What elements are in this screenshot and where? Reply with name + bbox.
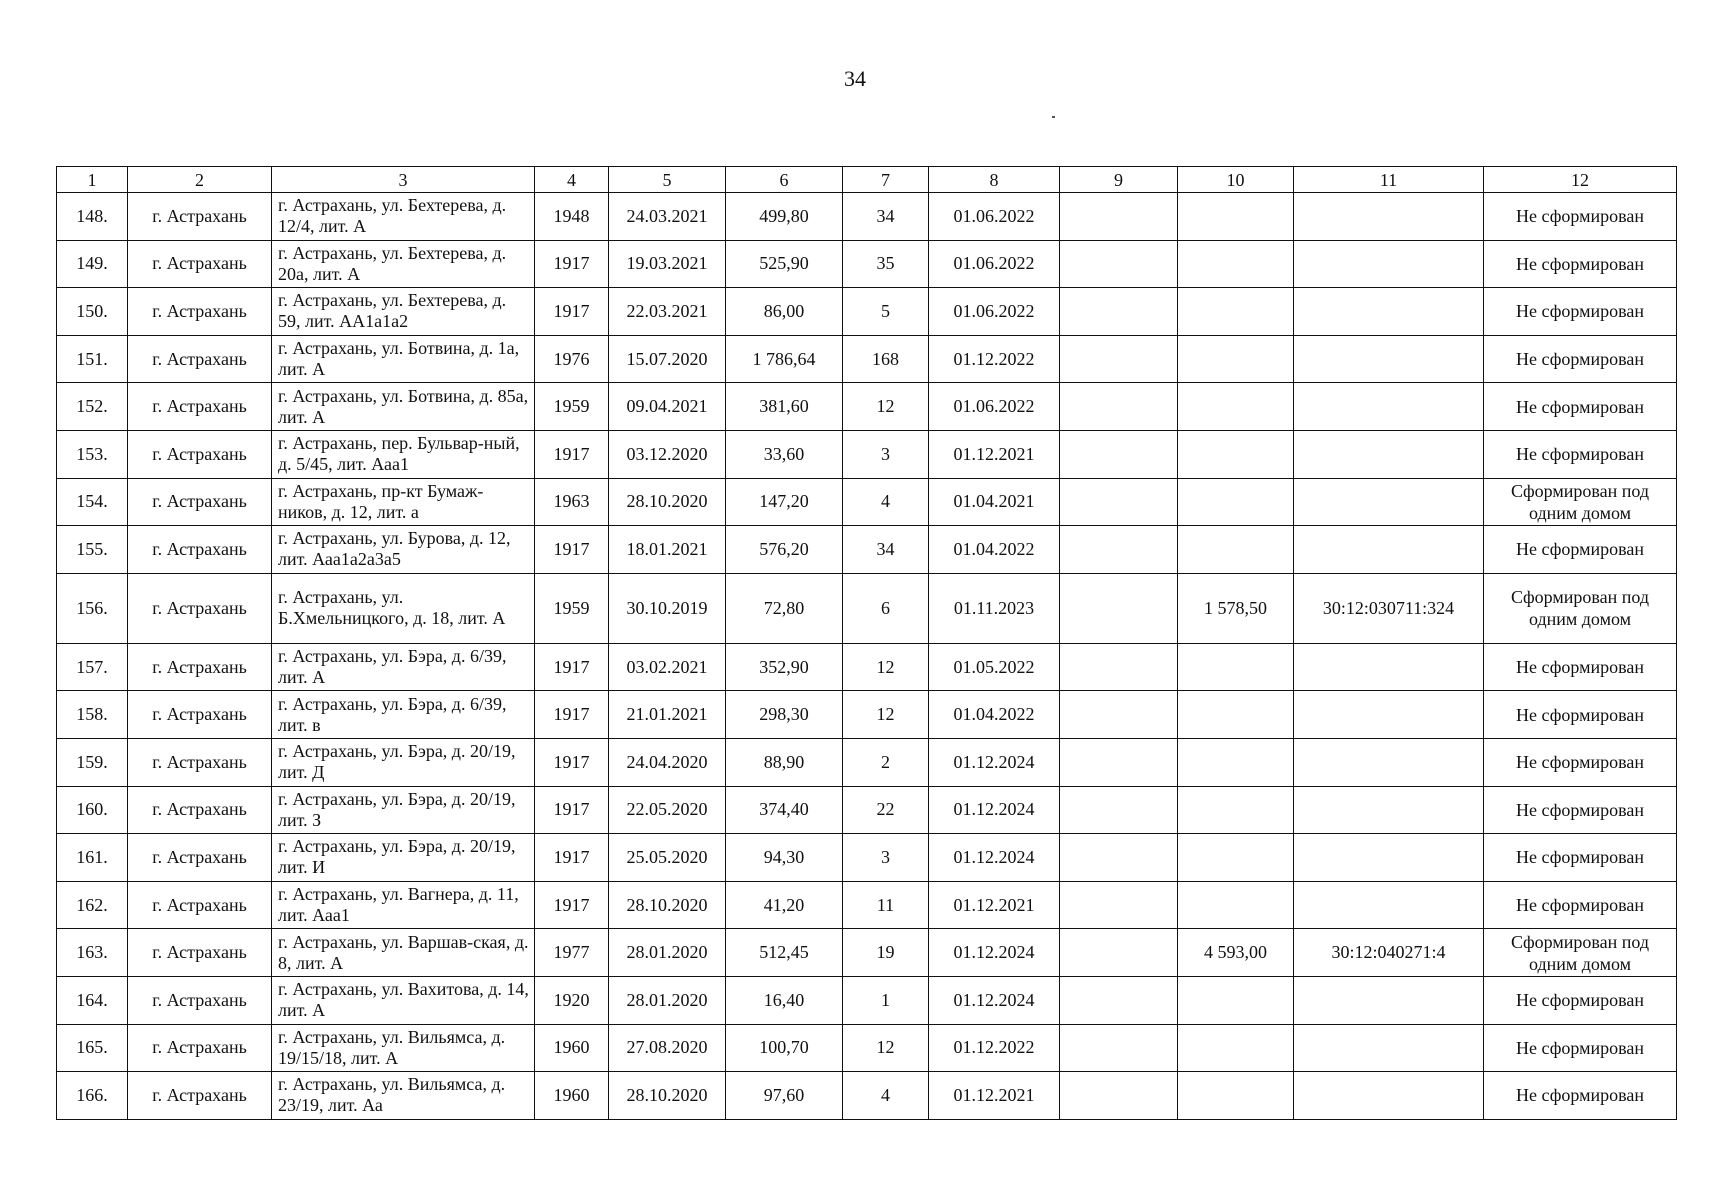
deadline-cell: 01.12.2024 (929, 738, 1060, 786)
col9-cell (1060, 335, 1178, 383)
col9-cell (1060, 193, 1178, 241)
land-area-cell (1178, 430, 1294, 478)
status-cell: Не сформирован (1484, 193, 1677, 241)
year-cell: 1917 (535, 288, 609, 336)
land-area-cell (1178, 786, 1294, 834)
residents-cell: 168 (843, 335, 929, 383)
city-cell: г. Астрахань (128, 193, 272, 241)
date-cell: 22.05.2020 (609, 786, 726, 834)
deadline-cell: 01.12.2024 (929, 834, 1060, 882)
date-cell: 28.10.2020 (609, 478, 726, 526)
deadline-cell: 01.05.2022 (929, 643, 1060, 691)
col9-cell (1060, 691, 1178, 739)
status-cell: Сформирован под одним домом (1484, 573, 1677, 643)
area-cell: 97,60 (726, 1072, 843, 1120)
address-cell: г. Астрахань, ул. Бехтерева, д. 20а, лит. А (272, 240, 535, 288)
column-header-12: 12 (1484, 167, 1677, 193)
col9-cell (1060, 738, 1178, 786)
deadline-cell: 01.12.2024 (929, 976, 1060, 1024)
land-area-cell: 1 578,50 (1178, 573, 1294, 643)
city-cell: г. Астрахань (128, 430, 272, 478)
land-area-cell (1178, 643, 1294, 691)
cadastral-number-cell (1294, 193, 1484, 241)
table-row (57, 526, 1677, 574)
date-cell: 28.10.2020 (609, 881, 726, 929)
date-cell: 25.05.2020 (609, 834, 726, 882)
city-cell: г. Астрахань (128, 335, 272, 383)
status-cell: Не сформирован (1484, 383, 1677, 431)
year-cell: 1959 (535, 383, 609, 431)
row-number: 159. (57, 738, 128, 786)
address-cell: г. Астрахань, ул. Б.Хмельницкого, д. 18, лит. А (272, 573, 535, 643)
table-row (57, 430, 1677, 478)
col9-cell (1060, 786, 1178, 834)
land-area-cell (1178, 738, 1294, 786)
col9-cell (1060, 643, 1178, 691)
deadline-cell: 01.04.2022 (929, 691, 1060, 739)
date-cell: 30.10.2019 (609, 573, 726, 643)
row-number: 166. (57, 1072, 128, 1120)
col9-cell (1060, 478, 1178, 526)
status-cell: Не сформирован (1484, 335, 1677, 383)
col9-cell (1060, 1072, 1178, 1120)
column-header-3: 3 (272, 167, 535, 193)
date-cell: 18.01.2021 (609, 526, 726, 574)
land-area-cell (1178, 976, 1294, 1024)
status-cell: Не сформирован (1484, 976, 1677, 1024)
residents-cell: 35 (843, 240, 929, 288)
year-cell: 1917 (535, 240, 609, 288)
cadastral-number-cell (1294, 691, 1484, 739)
deadline-cell: 01.12.2022 (929, 1024, 1060, 1072)
status-cell: Не сформирован (1484, 691, 1677, 739)
city-cell: г. Астрахань (128, 691, 272, 739)
col9-cell (1060, 929, 1178, 977)
date-cell: 03.02.2021 (609, 643, 726, 691)
year-cell: 1917 (535, 430, 609, 478)
land-area-cell (1178, 383, 1294, 431)
city-cell: г. Астрахань (128, 976, 272, 1024)
deadline-cell: 01.12.2022 (929, 335, 1060, 383)
city-cell: г. Астрахань (128, 786, 272, 834)
col9-cell (1060, 430, 1178, 478)
year-cell: 1948 (535, 193, 609, 241)
residents-cell: 4 (843, 478, 929, 526)
cadastral-number-cell (1294, 526, 1484, 574)
city-cell: г. Астрахань (128, 834, 272, 882)
address-cell: г. Астрахань, ул. Бехтерева, д. 12/4, лит. А (272, 193, 535, 241)
city-cell: г. Астрахань (128, 526, 272, 574)
deadline-cell: 01.04.2021 (929, 478, 1060, 526)
row-number: 164. (57, 976, 128, 1024)
year-cell: 1917 (535, 643, 609, 691)
cadastral-number-cell (1294, 240, 1484, 288)
year-cell: 1960 (535, 1072, 609, 1120)
city-cell: г. Астрахань (128, 573, 272, 643)
cadastral-number-cell: 30:12:030711:324 (1294, 573, 1484, 643)
land-area-cell (1178, 478, 1294, 526)
residents-cell: 3 (843, 834, 929, 882)
area-cell: 352,90 (726, 643, 843, 691)
address-cell: г. Астрахань, ул. Бэра, д. 6/39, лит. А (272, 643, 535, 691)
column-header-10: 10 (1178, 167, 1294, 193)
address-cell: г. Астрахань, ул. Вагнера, д. 11, лит. Ааа1 (272, 881, 535, 929)
table-row (57, 193, 1677, 241)
status-cell: Не сформирован (1484, 643, 1677, 691)
row-number: 156. (57, 573, 128, 643)
cadastral-number-cell (1294, 976, 1484, 1024)
deadline-cell: 01.12.2021 (929, 1072, 1060, 1120)
col9-cell (1060, 834, 1178, 882)
residents-cell: 34 (843, 526, 929, 574)
status-cell: Сформирован под одним домом (1484, 478, 1677, 526)
date-cell: 19.03.2021 (609, 240, 726, 288)
cadastral-number-cell (1294, 834, 1484, 882)
land-area-cell (1178, 1024, 1294, 1072)
column-header-1: 1 (57, 167, 128, 193)
column-header-2: 2 (128, 167, 272, 193)
cadastral-number-cell (1294, 1024, 1484, 1072)
residents-cell: 34 (843, 193, 929, 241)
land-area-cell (1178, 526, 1294, 574)
column-header-4: 4 (535, 167, 609, 193)
page-number: 34 (844, 66, 866, 91)
status-cell: Не сформирован (1484, 1072, 1677, 1120)
row-number: 157. (57, 643, 128, 691)
area-cell: 147,20 (726, 478, 843, 526)
table-row (57, 288, 1677, 336)
table-row (57, 691, 1677, 739)
housing-registry-table (56, 166, 1677, 1120)
year-cell: 1977 (535, 929, 609, 977)
header-row (57, 167, 1677, 193)
year-cell: 1963 (535, 478, 609, 526)
table-row (57, 976, 1677, 1024)
residents-cell: 19 (843, 929, 929, 977)
deadline-cell: 01.12.2021 (929, 881, 1060, 929)
land-area-cell (1178, 335, 1294, 383)
area-cell: 576,20 (726, 526, 843, 574)
col9-cell (1060, 1024, 1178, 1072)
status-cell: Не сформирован (1484, 288, 1677, 336)
cadastral-number-cell (1294, 786, 1484, 834)
deadline-cell: 01.12.2021 (929, 430, 1060, 478)
area-cell: 41,20 (726, 881, 843, 929)
area-cell: 86,00 (726, 288, 843, 336)
col9-cell (1060, 526, 1178, 574)
city-cell: г. Астрахань (128, 288, 272, 336)
table-row (57, 1024, 1677, 1072)
address-cell: г. Астрахань, ул. Ботвина, д. 85а, лит. А (272, 383, 535, 431)
column-header-7: 7 (843, 167, 929, 193)
row-number: 158. (57, 691, 128, 739)
table-row (57, 335, 1677, 383)
year-cell: 1917 (535, 786, 609, 834)
date-cell: 09.04.2021 (609, 383, 726, 431)
city-cell: г. Астрахань (128, 929, 272, 977)
date-cell: 21.01.2021 (609, 691, 726, 739)
col9-cell (1060, 383, 1178, 431)
table-row (57, 383, 1677, 431)
column-header-8: 8 (929, 167, 1060, 193)
address-cell: г. Астрахань, ул. Бэра, д. 20/19, лит. З (272, 786, 535, 834)
cadastral-number-cell (1294, 288, 1484, 336)
year-cell: 1917 (535, 881, 609, 929)
land-area-cell (1178, 240, 1294, 288)
date-cell: 28.01.2020 (609, 929, 726, 977)
col9-cell (1060, 881, 1178, 929)
area-cell: 374,40 (726, 786, 843, 834)
area-cell: 381,60 (726, 383, 843, 431)
row-number: 161. (57, 834, 128, 882)
table-row (57, 1072, 1677, 1120)
cadastral-number-cell (1294, 335, 1484, 383)
deadline-cell: 01.12.2024 (929, 786, 1060, 834)
area-cell: 100,70 (726, 1024, 843, 1072)
year-cell: 1920 (535, 976, 609, 1024)
cadastral-number-cell (1294, 881, 1484, 929)
table-row (57, 834, 1677, 882)
cadastral-number-cell (1294, 383, 1484, 431)
address-cell: г. Астрахань, ул. Бехтерева, д. 59, лит. АА1а1а2 (272, 288, 535, 336)
area-cell: 72,80 (726, 573, 843, 643)
address-cell: г. Астрахань, ул. Бэра, д. 6/39, лит. в (272, 691, 535, 739)
address-cell: г. Астрахань, ул. Ботвина, д. 1а, лит. А (272, 335, 535, 383)
land-area-cell (1178, 834, 1294, 882)
residents-cell: 5 (843, 288, 929, 336)
address-cell: г. Астрахань, пр-кт Бумаж-ников, д. 12, лит. а (272, 478, 535, 526)
table-row (57, 929, 1677, 977)
address-cell: г. Астрахань, ул. Бэра, д. 20/19, лит. И (272, 834, 535, 882)
year-cell: 1960 (535, 1024, 609, 1072)
table-row (57, 573, 1677, 643)
residents-cell: 22 (843, 786, 929, 834)
date-cell: 24.03.2021 (609, 193, 726, 241)
date-cell: 24.04.2020 (609, 738, 726, 786)
table-row (57, 738, 1677, 786)
city-cell: г. Астрахань (128, 478, 272, 526)
year-cell: 1976 (535, 335, 609, 383)
area-cell: 16,40 (726, 976, 843, 1024)
row-number: 149. (57, 240, 128, 288)
status-cell: Сформирован под одним домом (1484, 929, 1677, 977)
area-cell: 512,45 (726, 929, 843, 977)
date-cell: 03.12.2020 (609, 430, 726, 478)
land-area-cell: 4 593,00 (1178, 929, 1294, 977)
area-cell: 33,60 (726, 430, 843, 478)
residents-cell: 11 (843, 881, 929, 929)
row-number: 152. (57, 383, 128, 431)
residents-cell: 12 (843, 691, 929, 739)
deadline-cell: 01.06.2022 (929, 240, 1060, 288)
status-cell: Не сформирован (1484, 881, 1677, 929)
city-cell: г. Астрахань (128, 1024, 272, 1072)
status-cell: Не сформирован (1484, 240, 1677, 288)
address-cell: г. Астрахань, ул. Вахитова, д. 14, лит. А (272, 976, 535, 1024)
status-cell: Не сформирован (1484, 1024, 1677, 1072)
year-cell: 1917 (535, 738, 609, 786)
land-area-cell (1178, 881, 1294, 929)
address-cell: г. Астрахань, ул. Варшав-ская, д. 8, лит. А (272, 929, 535, 977)
col9-cell (1060, 976, 1178, 1024)
row-number: 154. (57, 478, 128, 526)
date-cell: 27.08.2020 (609, 1024, 726, 1072)
status-cell: Не сформирован (1484, 430, 1677, 478)
column-header-5: 5 (609, 167, 726, 193)
area-cell: 1 786,64 (726, 335, 843, 383)
table-row (57, 786, 1677, 834)
address-cell: г. Астрахань, ул. Бурова, д. 12, лит. Ааа1а2а3а5 (272, 526, 535, 574)
column-header-9: 9 (1060, 167, 1178, 193)
table-row (57, 881, 1677, 929)
status-cell: Не сформирован (1484, 738, 1677, 786)
row-number: 155. (57, 526, 128, 574)
land-area-cell (1178, 1072, 1294, 1120)
status-cell: Не сформирован (1484, 786, 1677, 834)
land-area-cell (1178, 691, 1294, 739)
residents-cell: 3 (843, 430, 929, 478)
cadastral-number-cell (1294, 478, 1484, 526)
residents-cell: 12 (843, 643, 929, 691)
row-number: 165. (57, 1024, 128, 1072)
land-area-cell (1178, 288, 1294, 336)
deadline-cell: 01.06.2022 (929, 383, 1060, 431)
col9-cell (1060, 240, 1178, 288)
area-cell: 499,80 (726, 193, 843, 241)
cadastral-number-cell (1294, 1072, 1484, 1120)
city-cell: г. Астрахань (128, 383, 272, 431)
date-cell: 28.10.2020 (609, 1072, 726, 1120)
scan-speck (1052, 116, 1055, 118)
table-row (57, 240, 1677, 288)
residents-cell: 6 (843, 573, 929, 643)
year-cell: 1917 (535, 526, 609, 574)
row-number: 151. (57, 335, 128, 383)
row-number: 162. (57, 881, 128, 929)
residents-cell: 4 (843, 1072, 929, 1120)
table-body (57, 193, 1677, 1120)
row-number: 150. (57, 288, 128, 336)
column-header-6: 6 (726, 167, 843, 193)
residents-cell: 1 (843, 976, 929, 1024)
city-cell: г. Астрахань (128, 881, 272, 929)
cadastral-number-cell (1294, 430, 1484, 478)
table-row (57, 643, 1677, 691)
residents-cell: 2 (843, 738, 929, 786)
address-cell: г. Астрахань, пер. Бульвар-ный, д. 5/45, лит. Ааа1 (272, 430, 535, 478)
city-cell: г. Астрахань (128, 643, 272, 691)
area-cell: 525,90 (726, 240, 843, 288)
deadline-cell: 01.06.2022 (929, 193, 1060, 241)
row-number: 163. (57, 929, 128, 977)
row-number: 153. (57, 430, 128, 478)
residents-cell: 12 (843, 1024, 929, 1072)
deadline-cell: 01.12.2024 (929, 929, 1060, 977)
col9-cell (1060, 573, 1178, 643)
row-number: 160. (57, 786, 128, 834)
column-header-11: 11 (1294, 167, 1484, 193)
cadastral-number-cell (1294, 738, 1484, 786)
address-cell: г. Астрахань, ул. Бэра, д. 20/19, лит. Д (272, 738, 535, 786)
city-cell: г. Астрахань (128, 738, 272, 786)
address-cell: г. Астрахань, ул. Вильямса, д. 23/19, лит. Аа (272, 1072, 535, 1120)
deadline-cell: 01.11.2023 (929, 573, 1060, 643)
city-cell: г. Астрахань (128, 240, 272, 288)
deadline-cell: 01.04.2022 (929, 526, 1060, 574)
year-cell: 1917 (535, 834, 609, 882)
col9-cell (1060, 288, 1178, 336)
deadline-cell: 01.06.2022 (929, 288, 1060, 336)
date-cell: 15.07.2020 (609, 335, 726, 383)
row-number: 148. (57, 193, 128, 241)
status-cell: Не сформирован (1484, 526, 1677, 574)
area-cell: 88,90 (726, 738, 843, 786)
residents-cell: 12 (843, 383, 929, 431)
cadastral-number-cell (1294, 643, 1484, 691)
address-cell: г. Астрахань, ул. Вильямса, д. 19/15/18, лит. А (272, 1024, 535, 1072)
table-row (57, 478, 1677, 526)
area-cell: 94,30 (726, 834, 843, 882)
area-cell: 298,30 (726, 691, 843, 739)
city-cell: г. Астрахань (128, 1072, 272, 1120)
year-cell: 1959 (535, 573, 609, 643)
year-cell: 1917 (535, 691, 609, 739)
land-area-cell (1178, 193, 1294, 241)
status-cell: Не сформирован (1484, 834, 1677, 882)
date-cell: 28.01.2020 (609, 976, 726, 1024)
date-cell: 22.03.2021 (609, 288, 726, 336)
cadastral-number-cell: 30:12:040271:4 (1294, 929, 1484, 977)
